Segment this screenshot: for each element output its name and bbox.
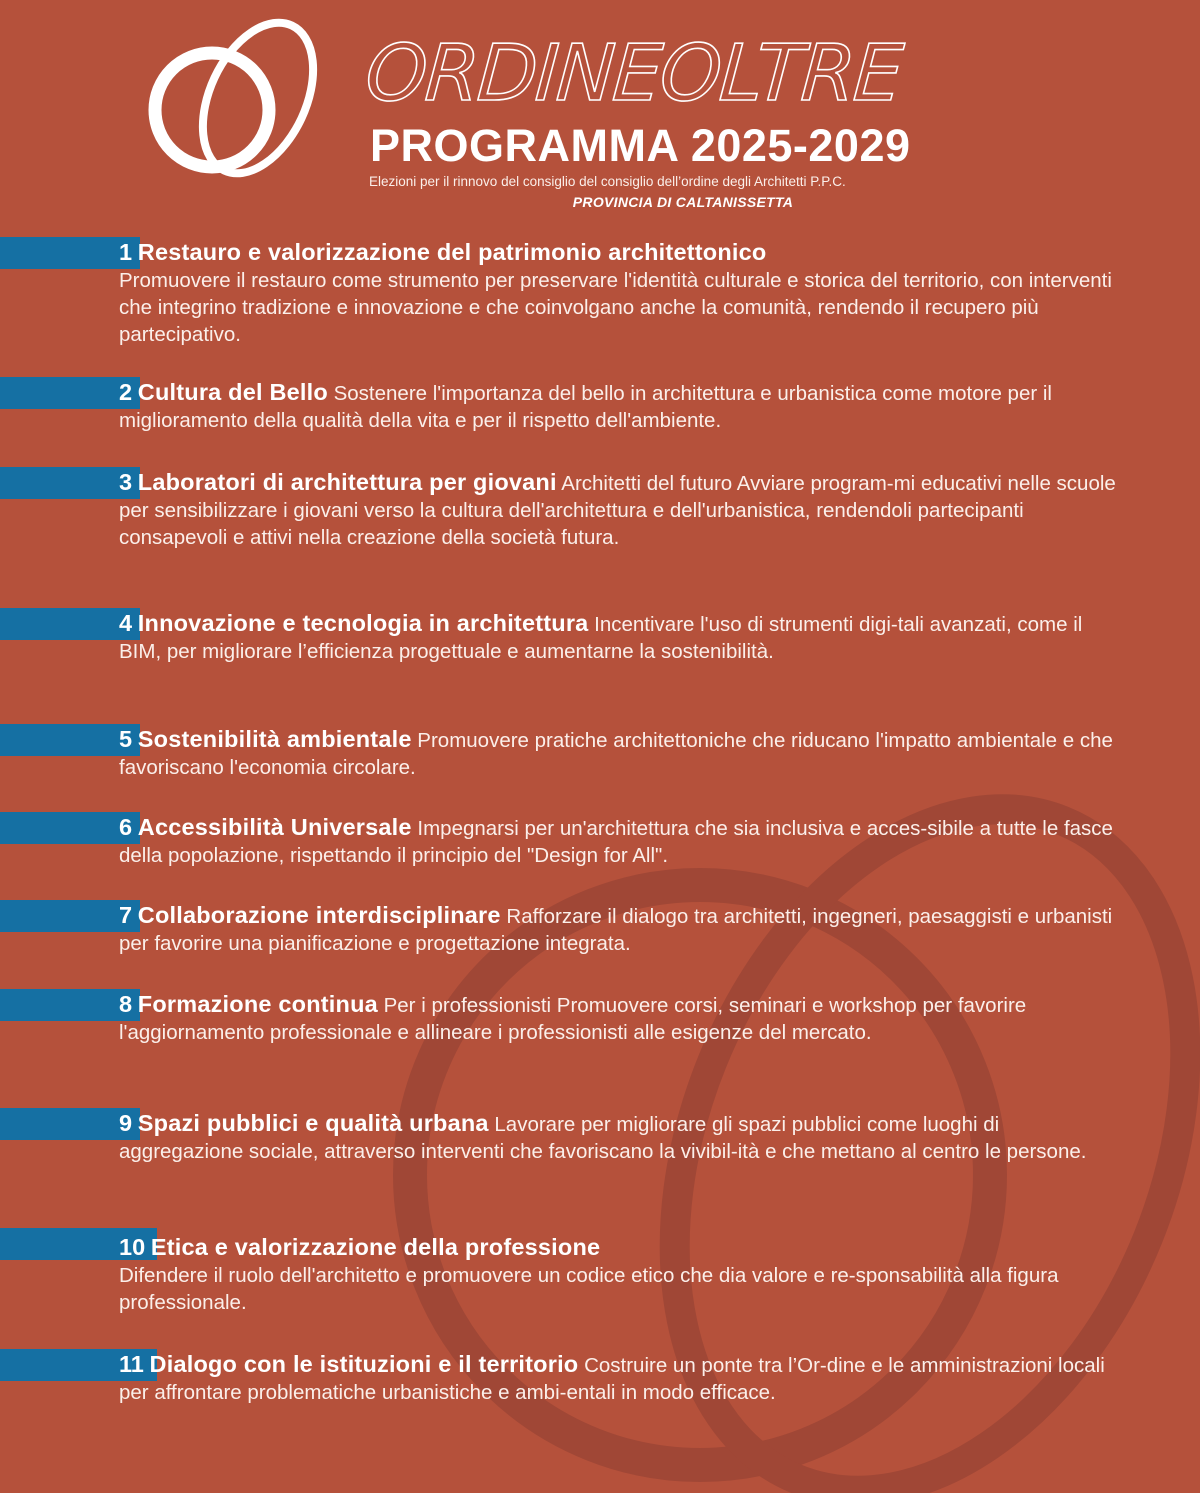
- ordineoltre-logo-icon: [140, 18, 340, 178]
- item-number: 11: [119, 1351, 144, 1377]
- item-number: 8: [119, 991, 133, 1017]
- item-description: Rafforzare il dialogo tra architetti, ingegneri, paesaggisti e urbanisti per favorire una pianificazione e progettazione integrata.: [119, 905, 1113, 955]
- item-title: Innovazione e tecnologia in architettura: [137, 610, 589, 636]
- item-description: Promuovere pratiche architettoniche che riducano l'impatto ambientale e che favoriscano l'economia circolare.: [119, 729, 1113, 779]
- item-title: Cultura del Bello: [137, 379, 328, 405]
- item-number: 5: [119, 726, 133, 752]
- item-description: Sostenere l'importanza del bello in architettura e urbanistica come motore per il miglioramento della qualità della vita e per il rispetto dell'ambiente.: [119, 382, 1052, 432]
- program-title: PROGRAMMA 2025-2029: [370, 120, 911, 171]
- item-number: 2: [119, 379, 133, 405]
- item-title: Restauro e valorizzazione del patrimonio architettonico: [137, 239, 767, 265]
- item-title: Laboratori di architettura per giovani: [137, 469, 557, 495]
- item-title: Formazione continua: [137, 991, 378, 1017]
- item-number: 7: [119, 902, 133, 928]
- item-description: Incentivare l'uso di strumenti digi-tali avanzati, come il BIM, per migliorare l’efficienza progettuale e aumentarne la sostenibilità.: [119, 613, 1083, 663]
- item-number: 10: [119, 1234, 146, 1260]
- item-description: Costruire un ponte tra l’Or-dine e le amministrazioni locali per affrontare problematiche urbanistiche e ambi-entali in modo efficace.: [119, 1354, 1105, 1404]
- item-number: 6: [119, 814, 133, 840]
- item-title: Spazi pubblici e qualità urbana: [137, 1110, 489, 1136]
- election-subtitle: Elezioni per il rinnovo del consiglio del consiglio dell’ordine degli Architetti P.P.C.: [369, 174, 846, 189]
- item-title: Collaborazione interdisciplinare: [137, 902, 501, 928]
- item-number: 1: [119, 239, 133, 265]
- item-description: Difendere il ruolo dell'architetto e promuovere un codice etico che dia valore e re-sponsabilità alla figura professionale.: [119, 1264, 1059, 1314]
- header: [0, 0, 1200, 230]
- item-description: Per i professionisti Promuovere corsi, seminari e workshop per favorire l'aggiornamento professionale e allineare i professionisti alle esigenze del mercato.: [119, 994, 1027, 1044]
- item-description: Impegnarsi per un'architettura che sia inclusiva e acces-sibile a tutte le fasce della popolazione, rispettando il principio del "Design for All".: [119, 817, 1113, 867]
- item-title: Sostenibilità ambientale: [137, 726, 412, 752]
- province-label: PROVINCIA DI CALTANISSETTA: [572, 194, 794, 210]
- item-description: Lavorare per migliorare gli spazi pubblici come luoghi di aggregazione sociale, attraverso interventi che favoriscano la vivibil-ità e che mettano al centro le persone.: [119, 1113, 1087, 1163]
- item-number: 9: [119, 1110, 133, 1136]
- brand-name: ORDINEOLTRE: [362, 29, 905, 119]
- item-title: Etica e valorizzazione della professione: [150, 1234, 601, 1260]
- item-title: Accessibilità Universale: [137, 814, 412, 840]
- item-title: Dialogo con le istituzioni e il territorio: [149, 1351, 579, 1377]
- item-description: Architetti del futuro Avviare program-mi educativi nelle scuole per sensibilizzare i giovani verso la cultura dell'architettura e dell'urbanistica, rendendoli partecipanti consapevoli e attivi nella creazione della società futura.: [119, 472, 1116, 549]
- item-number: 3: [119, 469, 133, 495]
- item-description: Promuovere il restauro come strumento per preservare l'identità culturale e storica del territorio, con interventi che integrino tradizione e innovazione e che coinvolgano anche la comunità, rendendo il recupero più partecipativo.: [119, 269, 1112, 346]
- item-number: 4: [119, 610, 133, 636]
